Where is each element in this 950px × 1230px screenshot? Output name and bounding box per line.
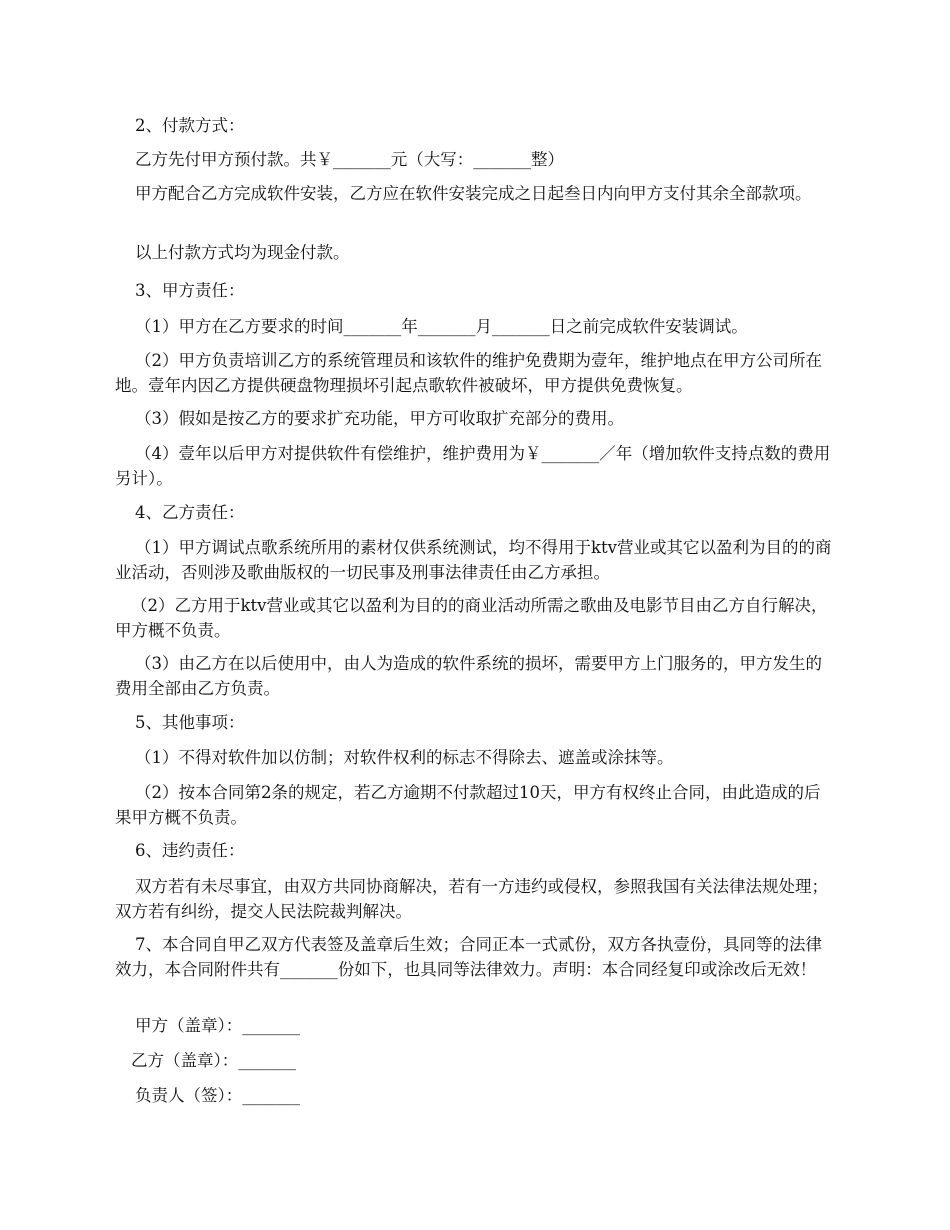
prepayment-paragraph: 乙方先付甲方预付款。共￥_______元（大写：_______整）	[135, 150, 564, 169]
section-6-heading: 6、违约责任：	[135, 841, 245, 860]
section-5-heading: 5、其他事项：	[135, 713, 245, 732]
party-a-seal-line: 甲方（盖章）：_______	[135, 1016, 300, 1035]
party-b-seal-line: 乙方（盖章）：_______	[131, 1051, 296, 1070]
responsible-signature-line: 负责人（签）：_______	[135, 1086, 300, 1105]
party-b-item-2: （2）乙方用于ktv营业或其它以盈利为目的的商业活动所需之歌曲及电影节目由乙方自行解决，甲方概不负责。	[115, 596, 828, 640]
party-b-item-1: （1）甲方调试点歌系统所用的素材仅供系统测试，均不得用于ktv营业或其它以盈利为目的的商业活动，否则涉及歌曲版权的一切民事及刑事法律责任由乙方承担。	[115, 538, 832, 582]
section-3-heading: 3、甲方责任：	[135, 281, 245, 300]
section-7-paragraph: 7、本合同自甲乙双方代表签及盖章后生效；合同正本一式贰份，双方各执壹份，具同等的法律效力，本合同附件共有_______份如下，也具同等法律效力。声明：本合同经复印或涂改后无效！	[115, 935, 822, 979]
other-item-1: （1）不得对软件加以仿制；对软件权利的标志不得除去、遮盖或涂抹等。	[135, 748, 674, 767]
section-4-heading: 4、乙方责任：	[135, 503, 245, 522]
party-a-item-3: （3）假如是按乙方的要求扩充功能，甲方可收取扩充部分的费用。	[135, 409, 624, 428]
breach-paragraph: 双方若有未尽事宜，由双方共同协商解决，若有一方违约或侵权，参照我国有关法律法规处理；双方若有纠纷，提交人民法院裁判解决。	[115, 877, 828, 921]
cash-payment-paragraph: 以上付款方式均为现金付款。	[135, 243, 350, 262]
party-a-item-2: （2）甲方负责培训乙方的系统管理员和该软件的维护免费期为壹年，维护地点在甲方公司所在地。壹年内因乙方提供硬盘物理损坏引起点歌软件被破坏，甲方提供免费恢复。	[115, 351, 822, 395]
party-a-item-4: （4）壹年以后甲方对提供软件有偿维护，维护费用为￥_______／年（增加软件支持点数的费用另计）。	[115, 444, 831, 488]
party-b-item-3: （3）由乙方在以后使用中，由人为造成的软件系统的损坏，需要甲方上门服务的，甲方发生的费用全部由乙方负责。	[115, 654, 822, 698]
section-2-heading: 2、付款方式：	[135, 116, 245, 135]
party-a-item-1: （1）甲方在乙方要求的时间_______年_______月_______日之前完成软件安装调试。	[135, 317, 748, 336]
other-item-2: （2）按本合同第2条的规定，若乙方逾期不付款超过10天，甲方有权终止合同，由此造成的后果甲方概不负责。	[115, 783, 821, 827]
balance-payment-paragraph: 甲方配合乙方完成软件安装，乙方应在软件安装完成之日起叁日内向甲方支付其余全部款项。	[135, 184, 812, 203]
